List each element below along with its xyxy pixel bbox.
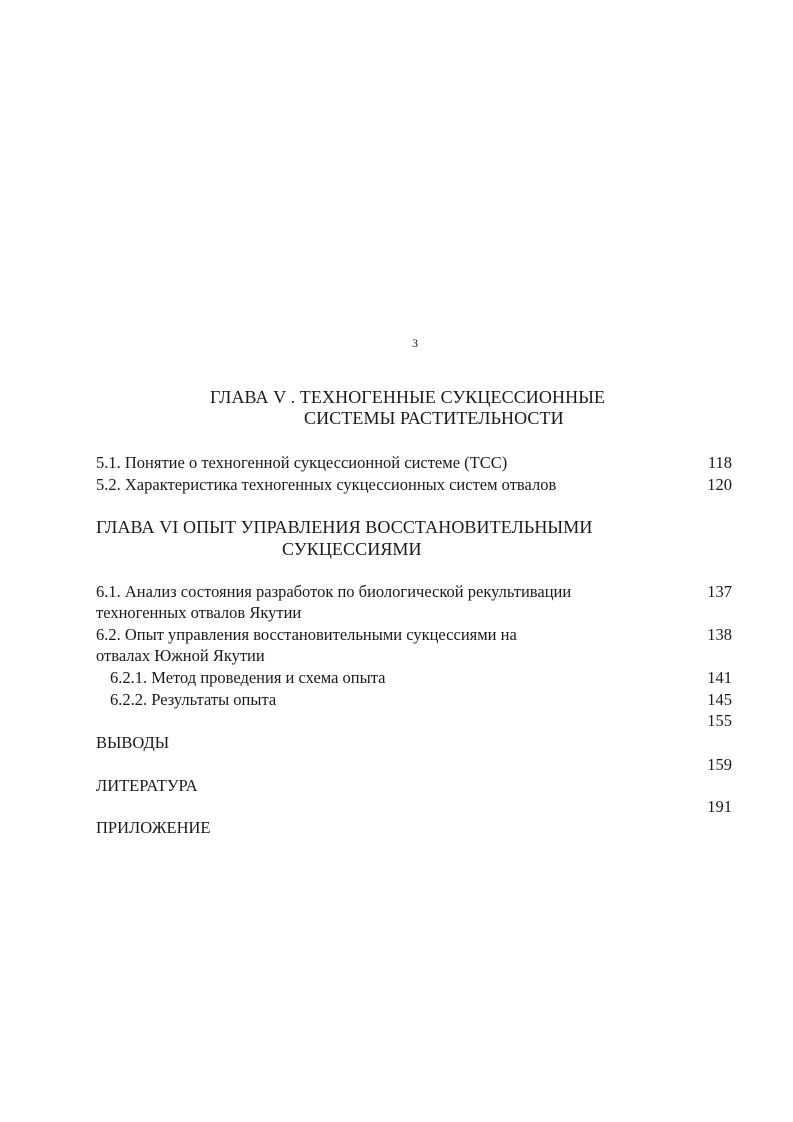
toc-entry-6-2-2: 6.2.2. Результаты опыта	[110, 690, 277, 709]
toc-entry-literature: ЛИТЕРАТУРА	[96, 776, 198, 795]
toc-entry-appendix: ПРИЛОЖЕНИЕ	[96, 818, 211, 837]
toc-entry-5-2: 5.2. Характеристика техногенных сукцессионных систем отвалов	[96, 475, 557, 494]
toc-entry-6-2: 6.2. Опыт управления восстановительными сукцессиями на	[96, 625, 517, 644]
chapter-6-title-line-2: СУКЦЕССИЯМИ	[282, 539, 422, 559]
chapter-5-title-line-2: СИСТЕМЫ РАСТИТЕЛЬНОСТИ	[304, 408, 564, 428]
page-number: 3	[412, 336, 418, 350]
toc-entry-conclusions: ВЫВОДЫ	[96, 733, 170, 752]
toc-page-6-2: 138	[707, 625, 732, 644]
toc-entry-6-2-cont: отвалах Южной Якутии	[96, 646, 265, 665]
toc-page-5-2: 120	[707, 475, 732, 494]
toc-entry-5-1: 5.1. Понятие о техногенной сукцессионной системе (ТСС)	[96, 453, 508, 472]
toc-entry-6-2-1: 6.2.1. Метод проведения и схема опыта	[110, 668, 386, 687]
toc-page-conclusions: 155	[707, 711, 732, 730]
toc-page-appendix: 191	[707, 797, 732, 816]
toc-page-5-1: 118	[707, 453, 732, 472]
toc-page-literature: 159	[707, 755, 732, 774]
chapter-5-title-line-1: ГЛАВА V . ТЕХНОГЕННЫЕ СУКЦЕССИОННЫЕ	[210, 387, 606, 407]
toc-page-6-2-2: 145	[707, 690, 732, 709]
toc-page-6-1: 137	[707, 582, 732, 601]
toc-page-6-2-1: 141	[707, 668, 732, 687]
chapter-6-title-line-1: ГЛАВА VI ОПЫТ УПРАВЛЕНИЯ ВОССТАНОВИТЕЛЬНЫМИ	[96, 517, 593, 537]
toc-entry-6-1: 6.1. Анализ состояния разработок по биологической рекультивации	[96, 582, 572, 601]
toc-entry-6-1-cont: техногенных отвалов Якутии	[96, 603, 302, 622]
